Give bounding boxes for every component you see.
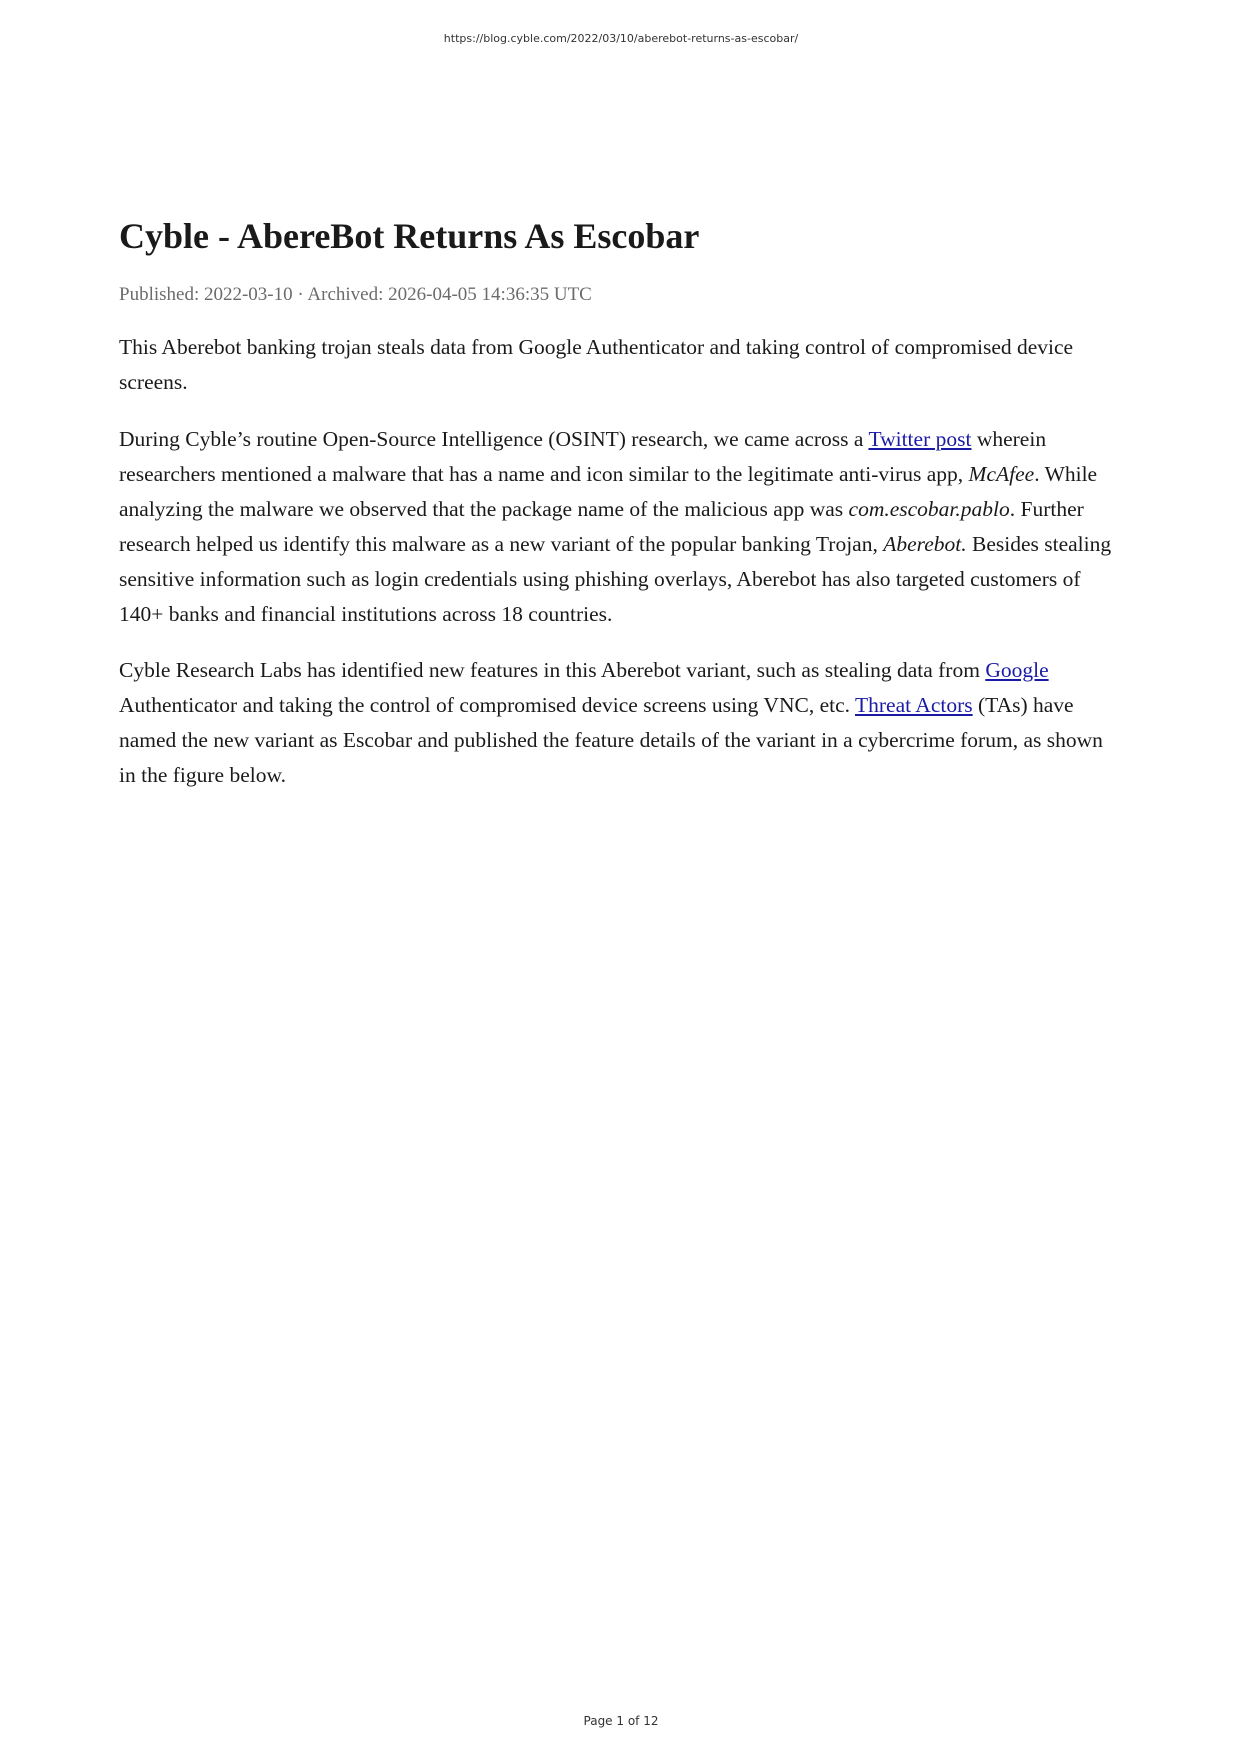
summary-paragraph: This Aberebot banking trojan steals data from Google Authenticator and taking control of compromised device screens. [119,335,1074,394]
article-title: Cyble - AbereBot Returns As Escobar [119,216,700,256]
features-paragraph [119,653,1123,793]
text-run: . While analyzing the malware we observed that the package name of the malicious app was [119,462,1098,521]
article-meta: Published: 2022-03-10 · Archived: 2026-04-05 14:36:35 UTC [119,284,592,305]
page-number: Page 1 of 12 [583,1714,659,1728]
package-name-emphasis: com.escobar.pablo [848,497,1010,521]
text-run: Cyble Research Labs has identified new features in this Aberebot variant, such as stealing data from [119,658,986,682]
text-run: Authenticator and taking the control of compromised device screens using VNC, etc. [119,693,855,717]
page-url: https://blog.cyble.com/2022/03/10/aberebot-returns-as-escobar/ [443,32,799,45]
text-run: . Further research helped us identify this malware as a new variant of the popular banking Trojan, [119,497,1084,556]
text-run: Besides stealing sensitive information such as login credentials using phishing overlays, Aberebot has also targeted customers of 140+ banks and financial institutions across 18 countries. [119,532,1112,626]
text-run: During Cyble’s routine Open-Source Intelligence (OSINT) research, we came across a [119,427,869,451]
threat-actors-link[interactable]: Threat Actors [855,693,973,717]
text-run: (TAs) have named the new variant as Escobar and published the feature details of the variant in a cybercrime forum, as shown in the figure below. [119,693,1103,787]
article [119,212,1123,793]
text-run: wherein researchers mentioned a malware that has a name and icon similar to the legitimate anti-virus app, [119,427,1047,486]
intro-paragraph [119,422,1123,632]
twitter-post-link[interactable]: Twitter post [868,427,972,451]
mcafee-emphasis: McAfee [968,462,1035,486]
aberebot-emphasis: Aberebot. [883,532,967,556]
google-link[interactable]: Google [985,658,1049,682]
